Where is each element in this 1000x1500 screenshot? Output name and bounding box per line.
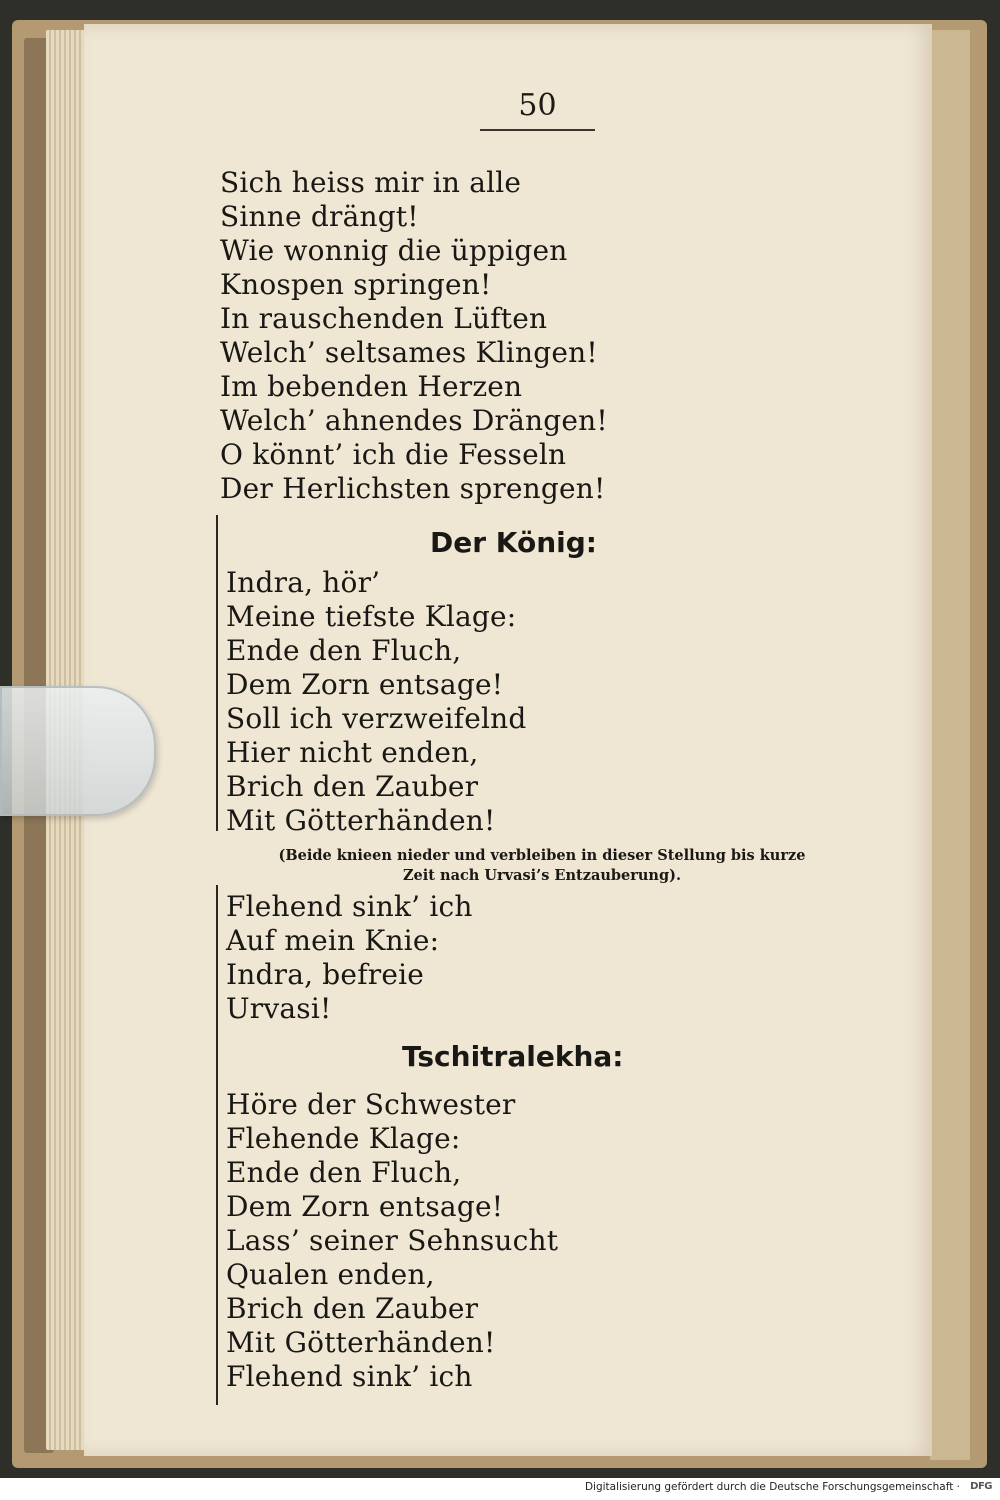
- verse-line: Dem Zorn entsage!: [226, 1190, 504, 1223]
- verse-line: Brich den Zauber: [226, 1292, 479, 1325]
- verse-line: Sinne drängt!: [220, 200, 419, 233]
- verse-line: Welch’ ahnendes Drängen!: [220, 404, 608, 437]
- verse-line: Indra, befreie: [226, 958, 425, 991]
- bracket-bar: [216, 515, 218, 831]
- page-clip: [0, 686, 156, 816]
- verse-line: Wie wonnig die üppigen: [220, 234, 568, 267]
- verse-line: Höre der Schwester: [226, 1088, 516, 1121]
- verse-line: Flehende Klage:: [226, 1122, 461, 1155]
- verse-line: Soll ich verzweifelnd: [226, 702, 527, 735]
- verse-line: Der Herlichsten sprengen!: [220, 472, 606, 505]
- verse-line: Flehend sink’ ich: [226, 1360, 473, 1393]
- verse-line: Flehend sink’ ich: [226, 890, 473, 923]
- verse-line: Qualen enden,: [226, 1258, 435, 1291]
- dfg-logo: DFG: [970, 1481, 992, 1492]
- verse-line: Knospen springen!: [220, 268, 492, 301]
- page-number: 50: [518, 88, 557, 123]
- verse-line: Mit Götterhänden!: [226, 1326, 496, 1359]
- verse-line: Ende den Fluch,: [226, 634, 462, 667]
- verse-line: Hier nicht enden,: [226, 736, 479, 769]
- bracket-bar: [216, 885, 218, 1405]
- verse-line: Ende den Fluch,: [226, 1156, 462, 1189]
- verse-line: Urvasi!: [226, 992, 332, 1025]
- verse-line: Meine tiefste Klage:: [226, 600, 517, 633]
- verse-line: Im bebenden Herzen: [220, 370, 523, 403]
- verse-line: Brich den Zauber: [226, 770, 479, 803]
- footer: [0, 1478, 1000, 1500]
- verse-line: Lass’ seiner Sehnsucht: [226, 1224, 559, 1257]
- verse-line: O könnt’ ich die Fesseln: [220, 438, 567, 471]
- verse-line: Welch’ seltsames Klingen!: [220, 336, 598, 369]
- stage-direction: (Beide knieen nieder und verbleiben in dieser Stellung bis kurze Zeit nach Urvasi’s Entzauberung).: [278, 847, 806, 884]
- verse-line: Dem Zorn entsage!: [226, 668, 504, 701]
- page-number-rule: [480, 129, 595, 131]
- facing-page-edge: [930, 30, 970, 1460]
- verse-line: Indra, hör’: [226, 566, 381, 599]
- verse-line: Mit Götterhänden!: [226, 804, 496, 837]
- verse-line: Sich heiss mir in alle: [220, 166, 522, 199]
- speaker-name: Der König:: [430, 526, 598, 559]
- verse-line: In rauschenden Lüften: [220, 302, 548, 335]
- verse-line: Auf mein Knie:: [226, 924, 440, 957]
- speaker-name: Tschitralekha:: [402, 1040, 624, 1073]
- funding-credit: Digitalisierung gefördert durch die Deutsche Forschungsgemeinschaft ·: [584, 1481, 960, 1493]
